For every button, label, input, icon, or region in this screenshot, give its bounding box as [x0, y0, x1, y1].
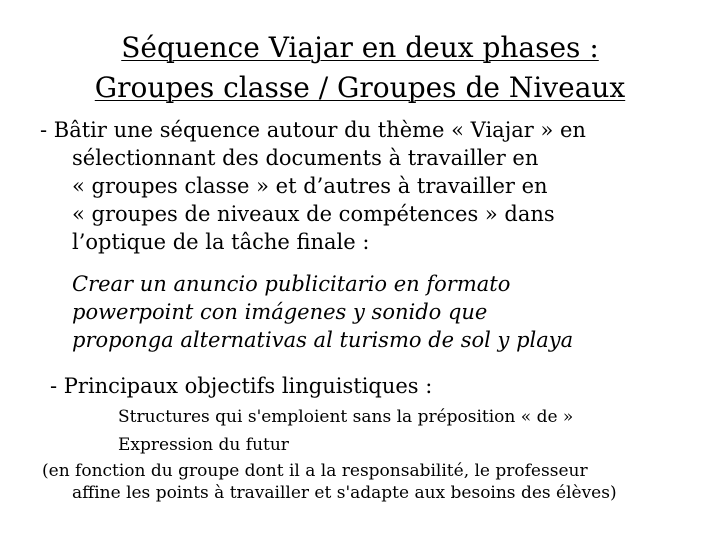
objective-item: Structures qui s'emploient sans la préposition « de »: [118, 407, 574, 427]
task-line: powerpoint con imágenes y sonido que: [72, 300, 488, 324]
intro-paragraph: [40, 116, 710, 256]
objective-item: Expression du futur: [118, 435, 289, 455]
teacher-note: [42, 460, 617, 504]
intro-line: - Bâtir une séquence autour du thème « Viajar » en: [40, 118, 586, 142]
final-task-text: [72, 270, 712, 354]
slide-title: [0, 28, 720, 108]
intro-line: « groupes classe » et d’autres à travailler en: [72, 174, 548, 198]
intro-line: l’optique de la tâche finale :: [72, 230, 370, 254]
task-line: proponga alternativas al turismo de sol y playa: [72, 328, 574, 352]
intro-line: « groupes de niveaux de compétences » dans: [72, 202, 555, 226]
objectives-heading: - Principaux objectifs linguistiques :: [50, 374, 433, 398]
note-line: (en fonction du groupe dont il a la responsabilité, le professeur: [42, 461, 588, 481]
note-line: affine les points à travailler et s'adapte aux besoins des élèves): [72, 483, 617, 503]
title-line-2: Groupes classe / Groupes de Niveaux: [94, 71, 626, 104]
intro-line: sélectionnant des documents à travailler en: [72, 146, 539, 170]
title-line-1: Séquence Viajar en deux phases :: [121, 31, 599, 64]
task-line: Crear un anuncio publicitario en formato: [72, 272, 511, 296]
